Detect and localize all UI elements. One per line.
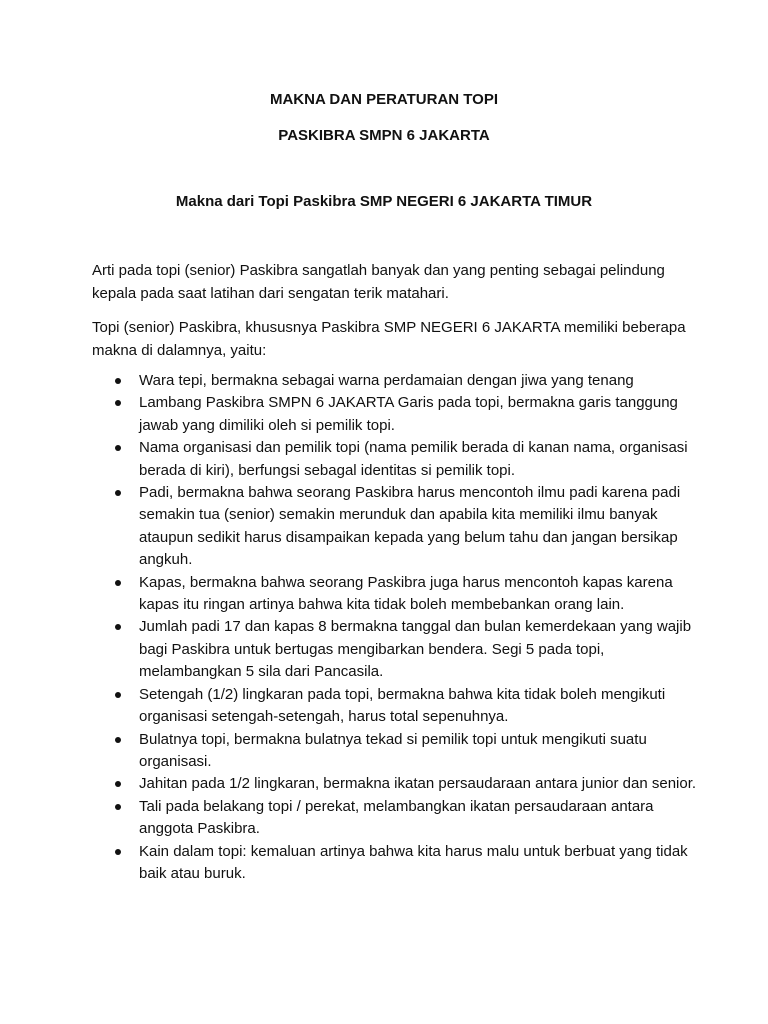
list-item-text: Padi, bermakna bahwa seorang Paskibra harus mencontoh ilmu padi karena padi semakin tua (senior) semakin merunduk dan apabila kita memiliki ilmu banyak ataupun sedikit harus disampaikan kepada yang belum tahu dan jangan bersikap angkuh.	[139, 484, 681, 569]
document-title-line2: PASKIBRA SMPN 6 JAKARTA	[278, 127, 490, 144]
bullet-icon	[115, 580, 121, 586]
list-item	[0, 729, 768, 774]
bullet-icon	[115, 781, 121, 787]
list-item-text: Bulatnya topi, bermakna bulatnya tekad si pemilik topi untuk mengikuti suatu organisasi.	[139, 730, 647, 770]
list-item-text: Lambang Paskibra SMPN 6 JAKARTA Garis pada topi, bermakna garis tanggung jawab yang dimiliki oleh si pemilik topi.	[139, 394, 678, 434]
list-item-text: Tali pada belakang topi / perekat, melambangkan ikatan persaudaraan antara anggota Paskibra.	[139, 797, 654, 838]
list-item-text: Jumlah padi 17 dan kapas 8 bermakna tanggal dan bulan kemerdekaan yang wajib bagi Paskibra untuk bertugas mengibarkan bendera. Segi 5 pada topi, melambangkan 5 sila dari Pancasila.	[139, 618, 692, 681]
paragraph-list-lead: Topi (senior) Paskibra, khususnya Paskibra SMP NEGERI 6 JAKARTA memiliki beberapa makna di dalamnya, yaitu:	[92, 319, 686, 359]
list-item	[0, 572, 768, 617]
list-item	[0, 796, 768, 841]
list-item-text: Kapas, bermakna bahwa seorang Paskibra juga harus mencontoh kapas karena kapas itu ringan artinya bahwa kita tidak boleh membebankan orang lain.	[139, 573, 673, 614]
list-item	[0, 370, 768, 392]
list-item-text: Jahitan pada 1/2 lingkaran, bermakna ikatan persaudaraan antara junior dan senior.	[139, 775, 697, 793]
bullet-icon	[115, 400, 121, 406]
list-item-text: Wara tepi, bermakna sebagai warna perdamaian dengan jiwa yang tenang	[139, 372, 634, 389]
bullet-icon	[115, 624, 121, 630]
bullet-icon	[115, 737, 121, 743]
list-item	[0, 437, 768, 482]
list-item	[0, 616, 768, 683]
bullet-icon	[115, 490, 121, 496]
paragraph-intro: Arti pada topi (senior) Paskibra sangatlah banyak dan yang penting sebagai pelindung kepala pada saat latihan dari sengatan terik matahari.	[92, 262, 665, 302]
list-item	[0, 392, 768, 437]
list-item	[0, 684, 768, 729]
list-item-text: Setengah (1/2) lingkaran pada topi, bermakna bahwa kita tidak boleh mengikuti organisasi setengah-setengah, harus total sepenuhnya.	[139, 685, 666, 726]
list-item	[0, 482, 768, 572]
bullet-icon	[115, 804, 121, 810]
bullet-icon	[115, 445, 121, 451]
list-item-text: Kain dalam topi: kemaluan artinya bahwa kita harus malu untuk berbuat yang tidak baik atau buruk.	[139, 842, 688, 882]
list-item	[0, 841, 768, 886]
list-item	[0, 773, 768, 795]
document-title: MAKNA DAN PERATURAN TOPI	[269, 91, 499, 108]
list-item-text: Nama organisasi dan pemilik topi (nama pemilik berada di kanan nama, organisasi berada di kiri), berfungsi sebagal identitas si pemilik topi.	[139, 439, 688, 479]
bullet-icon	[115, 378, 121, 384]
bullet-icon	[115, 849, 121, 855]
bullet-icon	[115, 692, 121, 698]
section-heading: Makna dari Topi Paskibra SMP NEGERI 6 JAKARTA TIMUR	[175, 193, 593, 210]
bullet-list	[0, 370, 768, 885]
